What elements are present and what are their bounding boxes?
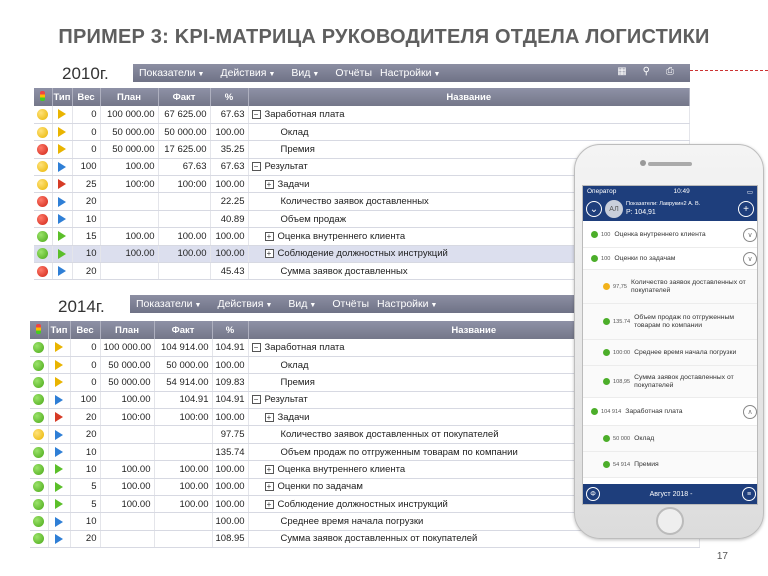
kpi-name: Заработная плата (264, 341, 345, 353)
kpi-name: Объем продаж по отгруженным товарам по компании (280, 446, 518, 458)
phone-bottom-bar (583, 484, 758, 504)
fact-cell: 100.00 (158, 245, 210, 262)
kpi-name: Премия (280, 143, 315, 155)
plan-cell (100, 210, 158, 227)
status-dot-icon (603, 435, 610, 442)
plan-cell: 50 000.00 (100, 374, 154, 391)
status-dot-icon (591, 231, 598, 238)
menu-indicators[interactable]: Показатели ▼ (136, 298, 202, 310)
carrier-label: Оператор (587, 188, 617, 195)
dropdown-chevron-icon[interactable]: ⌄ (586, 201, 602, 217)
kpi-name: Результат (264, 394, 308, 406)
type-flag-icon (55, 342, 63, 352)
phone-list-item[interactable] (583, 304, 758, 340)
status-indicator-icon (33, 360, 44, 371)
status-indicator-icon (33, 429, 44, 440)
fact-cell: 100:00 (158, 176, 210, 193)
fact-cell: 100.00 (154, 461, 212, 478)
kpi-name: Оценки по задачам (614, 254, 676, 262)
plan-column-header[interactable]: План (100, 321, 154, 339)
type-flag-icon (58, 162, 66, 172)
fact-cell: 104.91 (154, 391, 212, 408)
kpi-value: 97,75 (613, 283, 627, 290)
kpi-name: Результат (264, 161, 308, 173)
plan-cell: 100.00 (100, 496, 154, 513)
page-number: 17 (716, 551, 728, 562)
phone-list-item[interactable] (583, 222, 758, 248)
status-dot-icon (603, 378, 610, 385)
fact-cell (154, 530, 212, 547)
percent-cell: 100.00 (210, 123, 248, 140)
kpi-value: 104 914 (601, 408, 622, 415)
menu-settings[interactable]: Настройки ▼ (380, 67, 441, 79)
type-flag-icon (55, 360, 63, 370)
fact-cell: 100.00 (154, 496, 212, 513)
kpi-name: Оценка внутреннего клиента (277, 463, 406, 475)
plan-cell (100, 263, 158, 280)
type-column-header[interactable]: Тип (52, 88, 72, 106)
status-indicator-icon (33, 412, 44, 423)
fact-cell (158, 193, 210, 210)
percent-cell: 100.00 (212, 356, 248, 373)
name-column-header[interactable]: Название (248, 321, 700, 339)
kpi-name: Объем продаж по отгруженным товарам по компании (634, 313, 735, 329)
fact-cell: 50 000.00 (158, 123, 210, 140)
speaker-grille (648, 162, 692, 166)
percent-cell: 67.63 (210, 158, 248, 175)
type-flag-icon (58, 249, 66, 259)
home-button[interactable] (656, 507, 684, 535)
menu-settings[interactable]: Настройки ▼ (377, 298, 438, 310)
kpi-name: Премия (634, 460, 659, 468)
percent-cell: 97.75 (212, 426, 248, 443)
type-flag-icon (55, 464, 63, 474)
name-column-header[interactable]: Название (248, 88, 690, 106)
status-indicator-icon (37, 248, 48, 259)
status-indicator-icon (37, 161, 48, 172)
kpi-value: 100:00 (613, 349, 631, 356)
type-flag-icon (58, 109, 66, 119)
fact-cell: 17 625.00 (158, 141, 210, 158)
menu-view[interactable]: Вид ▼ (291, 67, 320, 79)
phone-list-item[interactable] (583, 270, 758, 304)
percent-cell: 108.95 (212, 530, 248, 547)
expand-icon[interactable]: + (265, 249, 274, 258)
kpi-name: Количество заявок доставленных от покупателей (631, 278, 746, 294)
expand-icon[interactable]: + (265, 232, 274, 241)
status-indicator-icon (33, 377, 44, 388)
weight-cell: 20 (70, 530, 100, 547)
percent-cell: 109.83 (212, 374, 248, 391)
weight-cell: 0 (72, 141, 100, 158)
collapse-icon[interactable]: − (252, 110, 261, 119)
expand-icon[interactable]: + (265, 482, 274, 491)
phone-status-bar (583, 186, 757, 197)
type-flag-icon (55, 447, 63, 457)
plan-cell (100, 530, 154, 547)
type-flag-icon (55, 430, 63, 440)
menu-reports[interactable]: Отчёты (332, 298, 370, 310)
plan-cell: 100.00 (100, 228, 158, 245)
type-flag-icon (58, 214, 66, 224)
percent-cell: 22.25 (210, 193, 248, 210)
expand-icon[interactable]: + (265, 465, 274, 474)
fact-cell: 67.63 (158, 158, 210, 175)
phone-list-item[interactable] (583, 340, 758, 366)
plan-cell: 50 000.00 (100, 141, 158, 158)
collapse-icon[interactable]: − (252, 343, 261, 352)
period-selector[interactable]: Август 2018 - (649, 490, 693, 498)
kpi-name: Сумма заявок доставленных от покупателей (634, 373, 734, 389)
fact-cell (154, 443, 212, 460)
kpi-value: 135.74 (613, 318, 631, 325)
weight-cell: 100 (72, 158, 100, 175)
weight-cell: 10 (70, 513, 100, 530)
kpi-name: Количество заявок доставленных от покупателей (280, 429, 499, 441)
percent-cell: 100.00 (210, 245, 248, 262)
type-flag-icon (58, 231, 66, 241)
weight-cell: 0 (70, 356, 100, 373)
weight-cell: 5 (70, 478, 100, 495)
chevron-up-icon[interactable]: ∧ (743, 405, 757, 419)
kpi-name: Оклад (280, 359, 309, 371)
fact-cell: 100.00 (158, 228, 210, 245)
plan-cell: 100 000.00 (100, 339, 154, 356)
kpi-name: Среднее время начала погрузки (280, 516, 424, 528)
weight-column-header[interactable]: Вес (70, 321, 100, 339)
type-flag-icon (55, 499, 63, 509)
percent-cell: 35.25 (210, 141, 248, 158)
status-indicator-icon (37, 196, 48, 207)
status-dot-icon (603, 318, 610, 325)
kpi-name: Заработная плата (264, 108, 345, 120)
status-column-header[interactable] (34, 88, 52, 106)
menubar-2010 (133, 64, 690, 82)
menu-reports[interactable]: Отчёты (335, 67, 373, 79)
status-indicator-icon (37, 127, 48, 138)
weight-cell: 10 (70, 443, 100, 460)
type-flag-icon (58, 266, 66, 276)
year-label-2010: 2010г. (62, 64, 109, 83)
status-indicator-icon (37, 214, 48, 225)
menu-icon[interactable]: ≡ (742, 487, 756, 501)
fact-cell (154, 426, 212, 443)
type-flag-icon (55, 377, 63, 387)
plan-cell: 100.00 (100, 461, 154, 478)
year-label-2014: 2014г. (58, 297, 105, 316)
table-row[interactable] (34, 123, 690, 140)
traffic-light-icon (40, 91, 45, 101)
kpi-value: 100 (601, 231, 611, 238)
plan-cell (100, 443, 154, 460)
traffic-light-icon (36, 324, 41, 334)
plan-cell (100, 426, 154, 443)
slide-title: ПРИМЕР 3: KPI-МАТРИЦА РУКОВОДИТЕЛЯ ОТДЕЛА ЛОГИСТИКИ (58, 26, 710, 48)
fact-cell: 100:00 (154, 409, 212, 426)
filter-icon[interactable]: Φ (586, 487, 600, 501)
percent-cell: 45.43 (210, 263, 248, 280)
fact-cell (158, 210, 210, 227)
kpi-name: Задачи (277, 178, 310, 190)
kpi-name: Сумма заявок доставленных (280, 265, 408, 277)
type-flag-icon (58, 127, 66, 137)
status-dot-icon (603, 461, 610, 468)
weight-cell: 20 (72, 193, 100, 210)
kpi-name: Объем продаж (280, 213, 347, 225)
status-indicator-icon (37, 231, 48, 242)
weight-cell: 25 (72, 176, 100, 193)
fact-column-header[interactable]: Факт (158, 88, 210, 106)
menu-view[interactable]: Вид ▼ (288, 298, 317, 310)
fact-cell: 104 914.00 (154, 339, 212, 356)
plan-cell: 50 000.00 (100, 123, 158, 140)
percent-cell: 40.89 (210, 210, 248, 227)
phone-list-item[interactable] (583, 452, 758, 478)
menu-indicators[interactable]: Показатели ▼ (139, 67, 205, 79)
status-dot-icon (603, 349, 610, 356)
grid-icon[interactable]: ▦ (617, 66, 627, 77)
status-column-header[interactable] (30, 321, 48, 339)
kpi-name: Среднее время начала погрузки (634, 348, 737, 356)
status-indicator-icon (33, 447, 44, 458)
type-flag-icon (55, 517, 63, 527)
status-time: 10:49 (673, 188, 690, 195)
status-dot-icon (591, 255, 598, 262)
kpi-name: Сумма заявок доставленных от покупателей (280, 533, 478, 545)
status-indicator-icon (33, 533, 44, 544)
phone-list-item[interactable] (583, 426, 758, 452)
kpi-name: Заработная плата (625, 407, 683, 415)
plan-cell: 50 000.00 (100, 356, 154, 373)
weight-cell: 100 (70, 391, 100, 408)
header-employee: Показатели: Лаврукин2 А. В. (626, 200, 701, 207)
percent-cell: 100.00 (212, 409, 248, 426)
kpi-name: Задачи (277, 411, 310, 423)
kpi-name: Соблюдение должностных инструкций (277, 248, 448, 260)
add-icon[interactable]: + (738, 201, 754, 217)
print-icon[interactable]: ⎙ (666, 66, 674, 77)
type-flag-icon (58, 144, 66, 154)
plan-cell (100, 193, 158, 210)
plan-cell: 100.00 (100, 158, 158, 175)
collapse-icon[interactable]: − (252, 162, 261, 171)
weight-cell: 10 (70, 461, 100, 478)
kpi-name: Оклад (280, 126, 309, 138)
weight-cell: 20 (72, 263, 100, 280)
plan-cell: 100.00 (100, 478, 154, 495)
table-row[interactable] (34, 106, 690, 123)
percent-cell: 104.91 (212, 339, 248, 356)
percent-cell: 135.74 (212, 443, 248, 460)
plan-cell: 100:00 (100, 409, 154, 426)
percent-cell: 100.00 (210, 228, 248, 245)
kpi-name: Соблюдение должностных инструкций (277, 498, 448, 510)
status-indicator-icon (37, 109, 48, 120)
chevron-down-icon[interactable]: ∨ (743, 228, 757, 242)
type-flag-icon (55, 482, 63, 492)
weight-cell: 10 (72, 245, 100, 262)
plan-cell: 100:00 (100, 176, 158, 193)
weight-column-header[interactable]: Вес (72, 88, 100, 106)
status-indicator-icon (37, 179, 48, 190)
weight-cell: 0 (72, 106, 100, 123)
percent-cell: 104.91 (212, 391, 248, 408)
status-indicator-icon (37, 266, 48, 277)
weight-cell: 0 (72, 123, 100, 140)
smartphone-mockup (574, 144, 764, 539)
fact-column-header[interactable]: Факт (154, 321, 212, 339)
search-icon[interactable]: ⚲ (642, 66, 650, 77)
percent-cell: 100.00 (212, 513, 248, 530)
menu-actions[interactable]: Действия ▼ (217, 298, 273, 310)
percent-cell: 100.00 (212, 496, 248, 513)
battery-icon: ▭ (746, 188, 753, 196)
weight-cell: 0 (70, 339, 100, 356)
fact-cell: 54 914.00 (154, 374, 212, 391)
decorative-line (690, 70, 768, 71)
kpi-value: 100 (601, 255, 611, 262)
expand-icon[interactable]: + (265, 180, 274, 189)
status-indicator-icon (33, 394, 44, 405)
menu-actions[interactable]: Действия ▼ (220, 67, 276, 79)
status-dot-icon (591, 408, 598, 415)
fact-cell: 100.00 (154, 478, 212, 495)
phone-kpi-list (583, 222, 758, 478)
fact-cell (158, 263, 210, 280)
name-cell (248, 123, 690, 140)
percent-column-header[interactable]: % (210, 88, 248, 106)
weight-cell: 5 (70, 496, 100, 513)
plan-cell: 100.00 (100, 245, 158, 262)
status-indicator-icon (33, 481, 44, 492)
kpi-name: Оценки по задачам (277, 481, 363, 493)
phone-header-text (626, 201, 735, 217)
plan-cell: 100.00 (100, 391, 154, 408)
type-flag-icon (58, 197, 66, 207)
expand-icon[interactable]: + (265, 500, 274, 509)
kpi-value: 50 000 (613, 435, 631, 442)
percent-cell: 100.00 (212, 461, 248, 478)
chevron-down-icon[interactable]: ∨ (743, 252, 757, 266)
weight-cell: 20 (70, 426, 100, 443)
collapse-icon[interactable]: − (252, 395, 261, 404)
kpi-value: 108,95 (613, 378, 631, 385)
kpi-name: Количество заявок доставленных (280, 196, 429, 208)
phone-screen (582, 185, 758, 505)
plan-cell (100, 513, 154, 530)
weight-cell: 20 (70, 409, 100, 426)
weight-cell: 0 (70, 374, 100, 391)
type-flag-icon (58, 179, 66, 189)
kpi-name: Премия (280, 376, 315, 388)
name-cell (248, 106, 690, 123)
status-indicator-icon (33, 464, 44, 475)
status-indicator-icon (33, 342, 44, 353)
kpi-name: Оценка внутреннего клиента (277, 230, 406, 242)
kpi-value: 54 914 (613, 461, 631, 468)
status-indicator-icon (33, 516, 44, 527)
type-flag-icon (55, 412, 63, 422)
fact-cell: 67 625.00 (158, 106, 210, 123)
fact-cell (154, 513, 212, 530)
kpi-name: Оценка внутреннего клиента (614, 230, 706, 238)
percent-cell: 100.00 (212, 478, 248, 495)
phone-list-item[interactable] (583, 398, 758, 426)
status-indicator-icon (37, 144, 48, 155)
percent-cell: 67.63 (210, 106, 248, 123)
kpi-name: Оклад (634, 434, 655, 442)
weight-cell: 10 (72, 210, 100, 227)
expand-icon[interactable]: + (265, 413, 274, 422)
status-indicator-icon (33, 499, 44, 510)
camera-icon (640, 160, 646, 166)
percent-cell: 100.00 (210, 176, 248, 193)
fact-cell: 50 000.00 (154, 356, 212, 373)
status-dot-icon (603, 283, 610, 290)
weight-cell: 15 (72, 228, 100, 245)
phone-app-header (583, 197, 757, 221)
phone-list-item[interactable] (583, 248, 758, 270)
phone-list-item[interactable] (583, 366, 758, 398)
type-column-header[interactable]: Тип (48, 321, 70, 339)
avatar[interactable]: АЛ (605, 200, 623, 218)
plan-cell: 100 000.00 (100, 106, 158, 123)
percent-column-header[interactable]: % (212, 321, 248, 339)
type-flag-icon (55, 534, 63, 544)
plan-column-header[interactable]: План (100, 88, 158, 106)
type-flag-icon (55, 395, 63, 405)
header-result: Р: 104,91 (626, 209, 656, 217)
